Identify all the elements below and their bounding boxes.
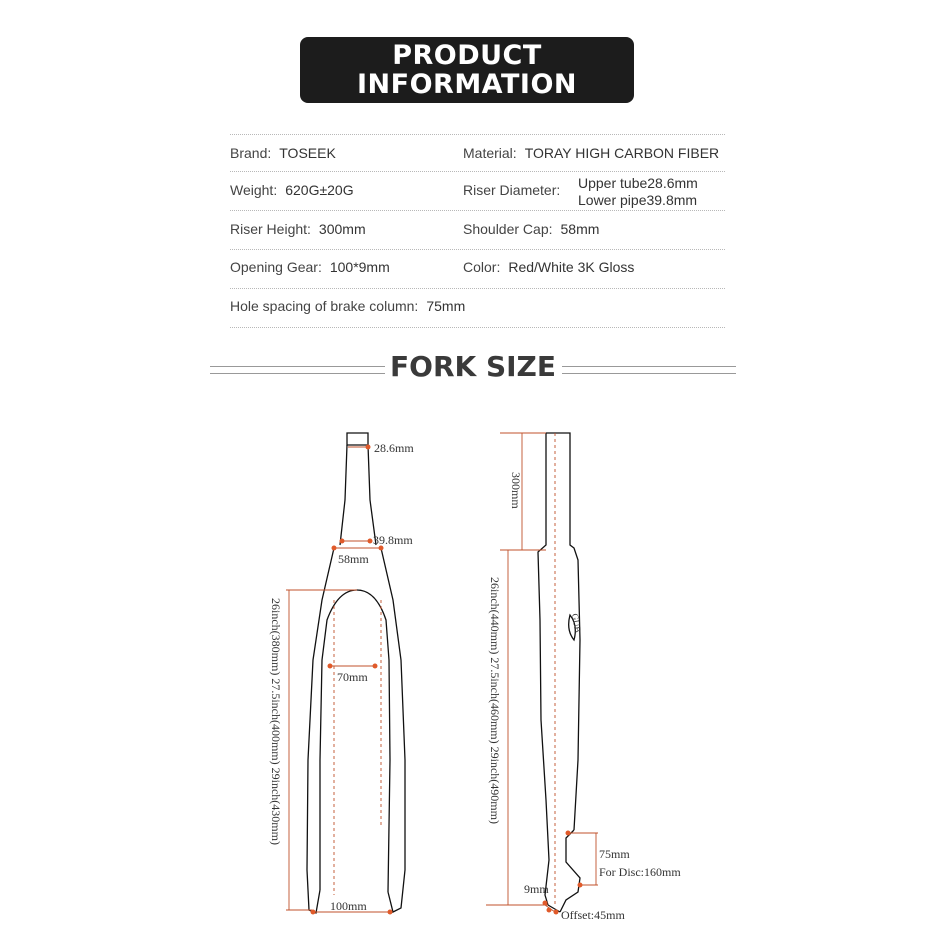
badge-line-1: PRODUCT	[392, 40, 542, 71]
fork-arch-inner	[320, 590, 390, 892]
badge-line-2: INFORMATION	[356, 69, 577, 100]
side-view-dimensions	[486, 433, 598, 912]
right-leg-outer	[381, 548, 405, 912]
side-steerer-height-label: 300mm	[509, 472, 523, 509]
spec-value: 620G±20G	[285, 182, 354, 198]
spec-label: Weight:	[230, 182, 278, 198]
side-dropout-label: 9mm	[524, 882, 549, 896]
spec-value: 58mm	[560, 221, 600, 237]
front-inner-width-label: 70mm	[337, 670, 368, 684]
riser-lower-pipe: Lower pipe39.8mm	[578, 192, 698, 208]
side-brake-spacing-label: 75mm	[599, 847, 630, 861]
riser-upper-tube: Upper tube28.6mm	[578, 175, 698, 191]
spec-label: Color:	[463, 259, 501, 275]
side-disc-label: For Disc:160mm	[599, 865, 681, 879]
fork-size-title: FORK SIZE	[390, 350, 556, 383]
steerer-tube	[340, 445, 376, 545]
side-length-label: 26inch(440mm) 27.5inch(460mm) 29inch(490mm)	[488, 577, 502, 824]
spec-label: Riser Diameter:	[463, 182, 561, 198]
front-length-label: 26inch(380mm) 27.5inch(400mm) 29inch(430mm)	[269, 598, 283, 845]
front-steerer-top-label: 28.6mm	[374, 441, 414, 455]
spec-value: Red/White 3K Gloss	[508, 259, 635, 275]
side-offset-label: Offset:45mm	[561, 908, 625, 922]
side-view-fork	[538, 433, 580, 912]
side-leg-back	[538, 433, 560, 912]
spec-value: 100*9mm	[329, 259, 390, 275]
spec-value: 300mm	[318, 221, 366, 237]
side-dropout	[560, 830, 580, 912]
spec-label: Opening Gear:	[230, 259, 322, 275]
steerer-cap	[347, 433, 368, 445]
side-logo-text: GUB	[569, 612, 584, 634]
spec-label: Material:	[463, 145, 517, 161]
front-axle-width-label: 100mm	[330, 899, 367, 913]
front-steerer-bottom-label: 39.8mm	[373, 533, 413, 547]
spec-value: TORAY HIGH CARBON FIBER	[524, 145, 720, 161]
spec-label: Hole spacing of brake column:	[230, 298, 419, 314]
front-crown-label: 58mm	[338, 552, 369, 566]
spec-label: Riser Height:	[230, 221, 311, 237]
spec-label: Brand:	[230, 145, 272, 161]
spec-value: 75mm	[426, 298, 466, 314]
spec-label: Shoulder Cap:	[463, 221, 553, 237]
spec-value: TOSEEK	[279, 145, 336, 161]
